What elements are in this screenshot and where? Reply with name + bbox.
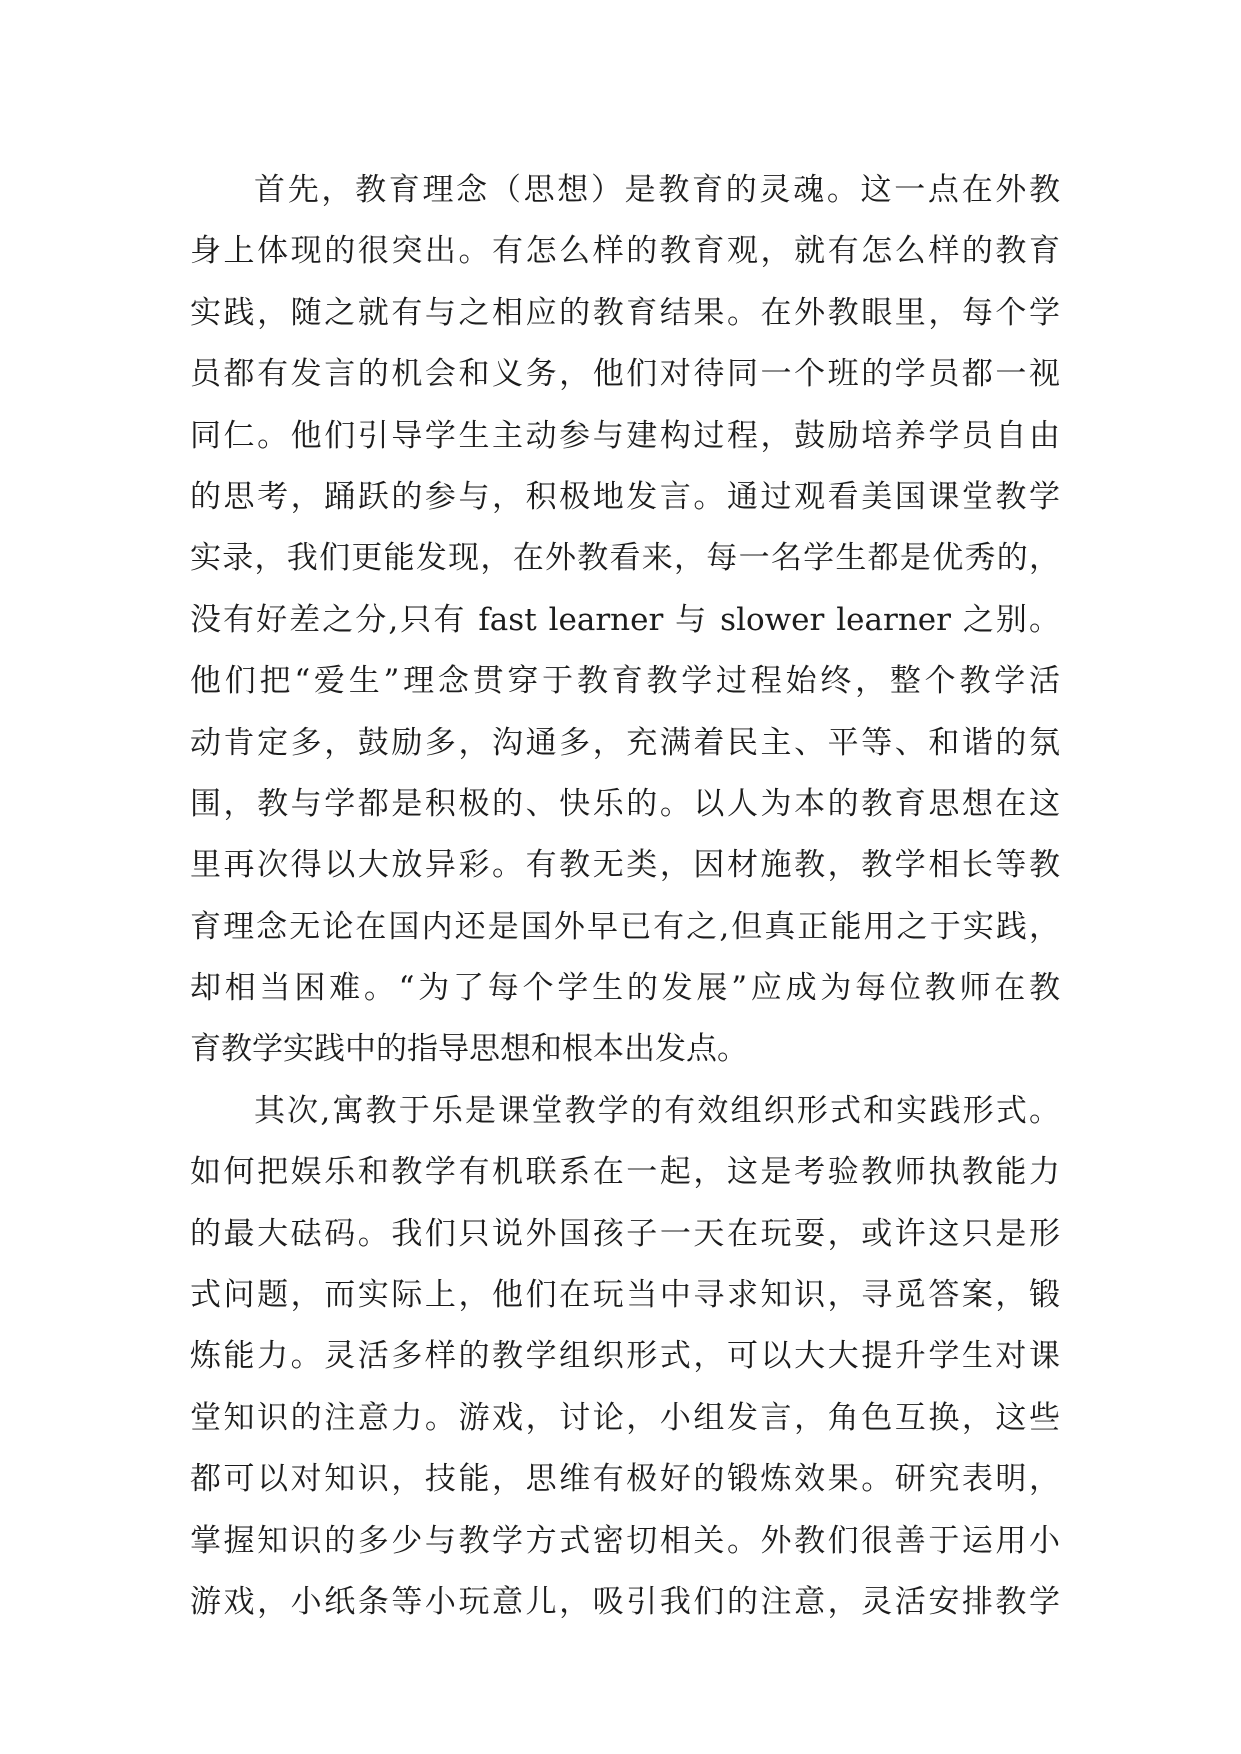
text-line: 的最大砝码。我们只说外国孩子一天在玩耍，或许这只是形 bbox=[190, 1215, 1060, 1252]
text-line: 首先，教育理念（思想）是教育的灵魂。这一点在外教 bbox=[254, 172, 1060, 208]
text-line: 动肯定多，鼓励多，沟通多，充满着民主、平等、和谐的氛 bbox=[190, 724, 1060, 761]
text-line: 炼能力。灵活多样的教学组织形式，可以大大提升学生对课 bbox=[190, 1338, 1060, 1375]
text-line: 掌握知识的多少与教学方式密切相关。外教们很善于运用小 bbox=[190, 1522, 1060, 1559]
text-line: 实录，我们更能发现，在外教看来，每一名学生都是优秀的， bbox=[190, 540, 1060, 577]
text-line: 其次,寓教于乐是课堂教学的有效组织形式和实践形式。 bbox=[254, 1092, 1060, 1129]
text-line: 同仁。他们引导学生主动参与建构过程，鼓励培养学员自由 bbox=[190, 417, 1060, 454]
paragraph-1 bbox=[190, 160, 1060, 1081]
text-line: 他们把“爱生”理念贯穿于教育教学过程始终，整个教学活 bbox=[190, 663, 1060, 700]
text-line: 游戏，小纸条等小玩意儿，吸引我们的注意，灵活安排教学 bbox=[190, 1583, 1060, 1620]
paragraph-2 bbox=[190, 1081, 1060, 1634]
text-line: 堂知识的注意力。游戏，讨论，小组发言，角色互换，这些 bbox=[190, 1399, 1060, 1436]
text-line: 的思考，踊跃的参与，积极地发言。通过观看美国课堂教学 bbox=[190, 478, 1060, 515]
text-line: 如何把娱乐和教学有机联系在一起，这是考验教师执教能力 bbox=[190, 1154, 1060, 1191]
text-line: 却相当困难。“为了每个学生的发展”应成为每位教师在教 bbox=[190, 970, 1060, 1007]
text-line: 围，教与学都是积极的、快乐的。以人为本的教育思想在这 bbox=[190, 785, 1060, 822]
text-line: 身上体现的很突出。有怎么样的教育观，就有怎么样的教育 bbox=[190, 233, 1060, 270]
text-line: 实践，随之就有与之相应的教育结果。在外教眼里，每个学 bbox=[190, 294, 1060, 331]
text-line: 都可以对知识，技能，思维有极好的锻炼效果。研究表明， bbox=[190, 1461, 1060, 1498]
body-text bbox=[190, 160, 1060, 1633]
text-line: 育教学实践中的指导思想和根本出发点。 bbox=[190, 1031, 748, 1068]
text-line: 没有好差之分,只有 fast learner 与 slower learner 之别。 bbox=[190, 601, 1060, 638]
text-line: 里再次得以大放异彩。有教无类，因材施教，教学相长等教 bbox=[190, 847, 1060, 884]
text-line: 育理念无论在国内还是国外早已有之,但真正能用之于实践， bbox=[190, 908, 1060, 945]
text-line: 员都有发言的机会和义务，他们对待同一个班的学员都一视 bbox=[190, 356, 1060, 393]
text-line: 式问题，而实际上，他们在玩当中寻求知识，寻觅答案，锻 bbox=[190, 1277, 1060, 1314]
